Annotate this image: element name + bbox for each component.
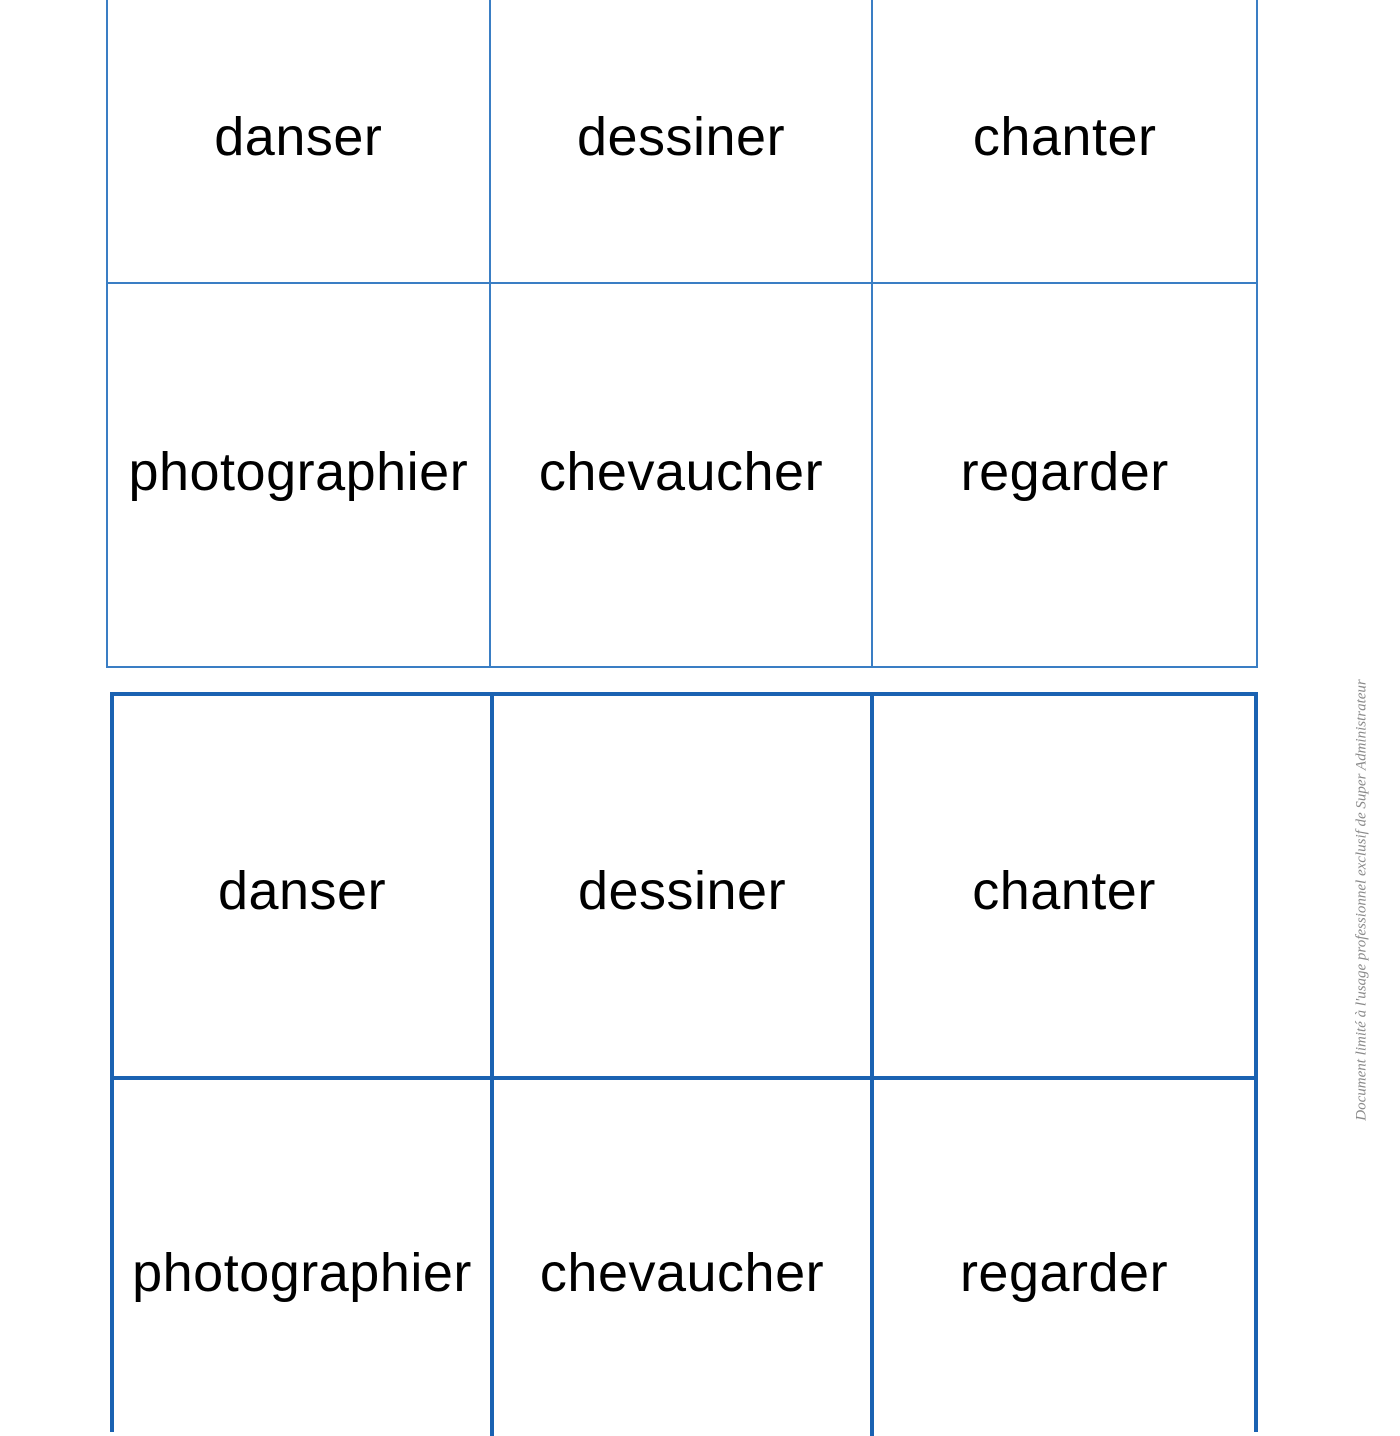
word-card: regarder [960,442,1169,502]
word-card: danser [108,0,491,284]
word-card-grid-top [106,0,1258,668]
word-card: chanter [874,696,1254,1080]
word-card: danser [114,696,494,1080]
word-card: regarder [959,1243,1169,1303]
word-card: photographier [108,284,491,668]
word-card: dessiner [491,0,874,284]
word-card: dessiner [494,696,874,1080]
word-card: chanter [873,0,1256,284]
word-card: photographier [114,1080,494,1436]
usage-watermark: Document limité à l'usage professionnel exclusif de Super Administrateur [1353,679,1370,1121]
word-card: chevaucher [494,1080,874,1436]
word-card: chevaucher [491,284,874,668]
word-card-grid-bottom [110,692,1258,1432]
